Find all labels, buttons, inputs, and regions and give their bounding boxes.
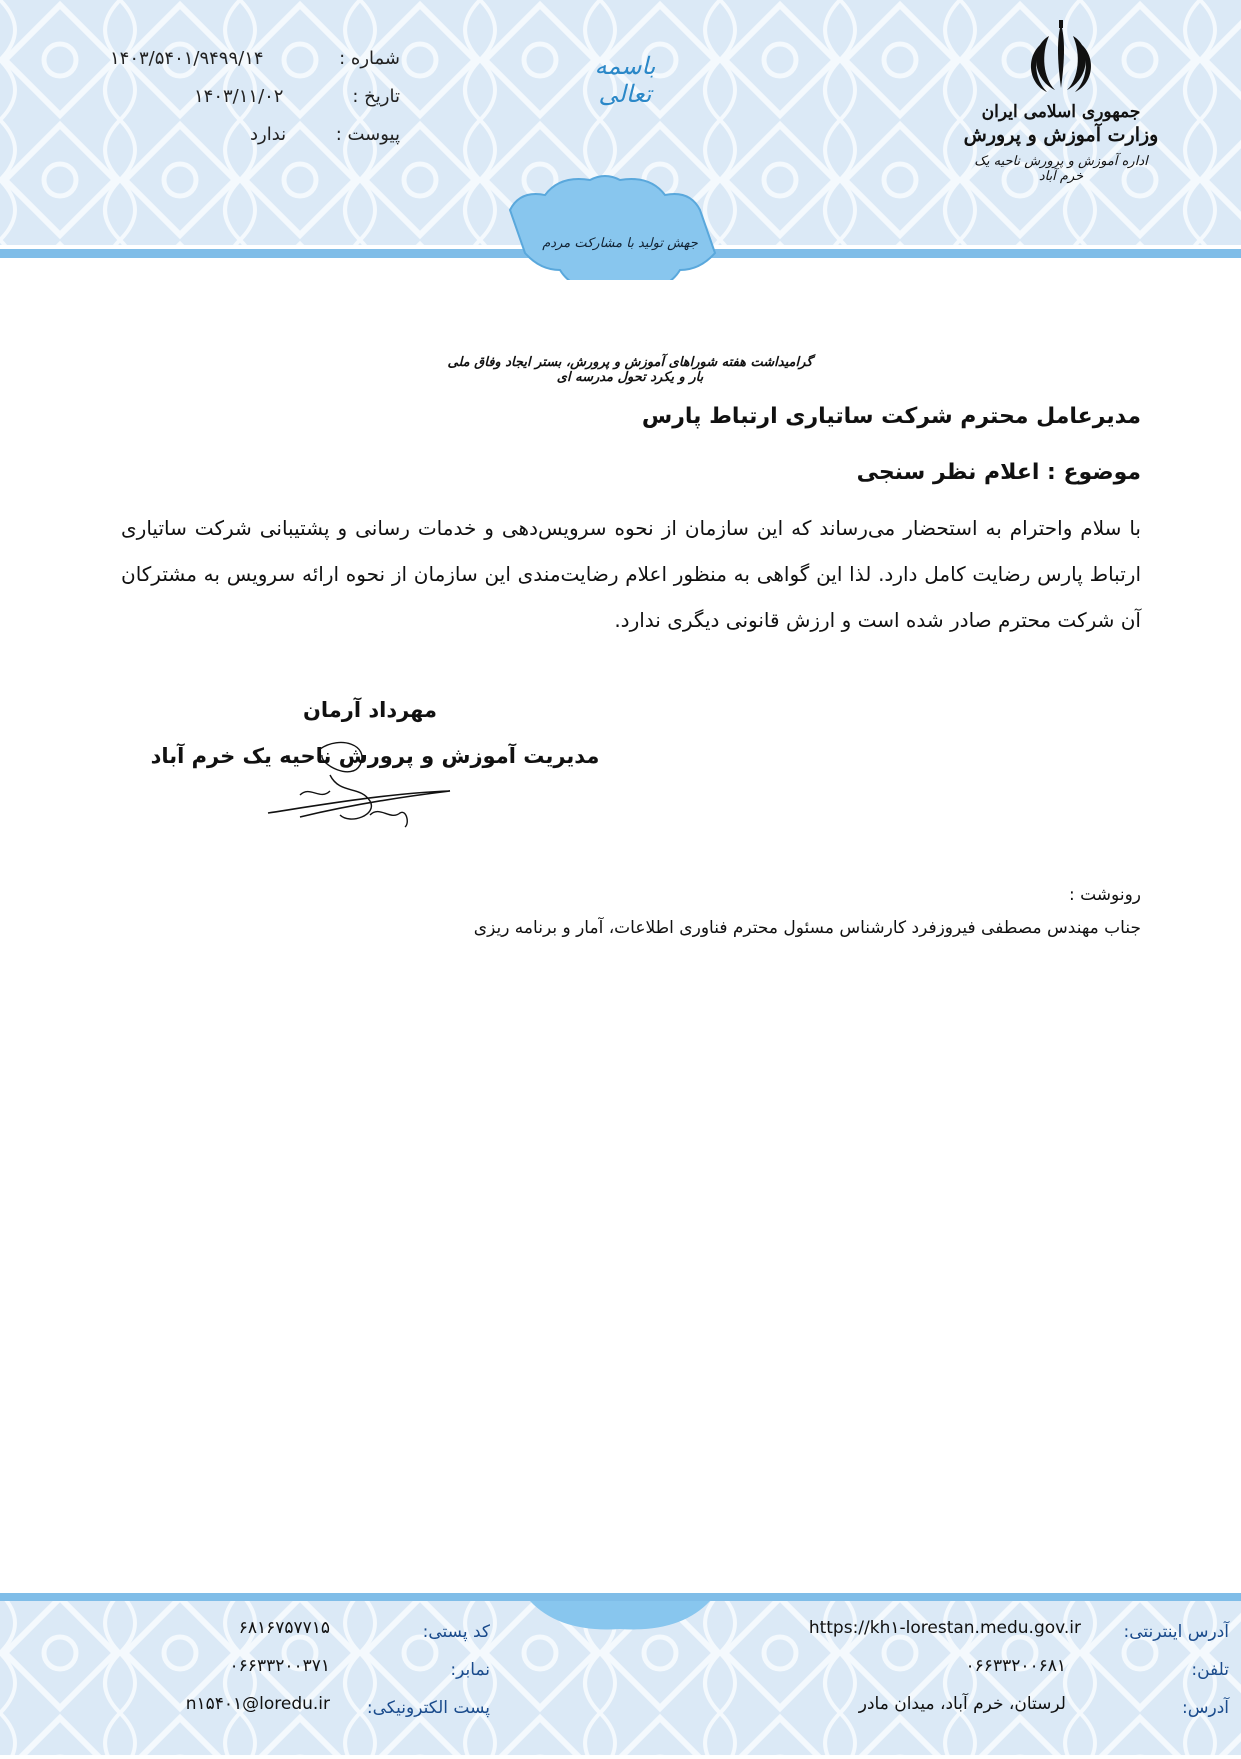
letter-number: ۱۴۰۳/۵۴۰۱/۹۴۹۹/۱۴ [110, 48, 264, 69]
signer-name: مهرداد آرمان [302, 698, 438, 722]
website-label: آدرس اینترنتی: [1123, 1622, 1229, 1642]
cc-label: رونوشت : [1068, 885, 1141, 905]
country-name: جمهوری اسلامی ایران [981, 102, 1141, 122]
iran-emblem-icon [961, 18, 1161, 102]
meta-row-number [110, 48, 400, 86]
office-name: اداره آموزش و پرورش ناحیه یک خرم آباد [974, 154, 1148, 184]
letter-attachment: ندارد [250, 124, 287, 145]
email-value[interactable]: n۱۵۴۰۱@loredu.ir [185, 1694, 330, 1714]
handwritten-signature [260, 735, 470, 839]
phone-value: ۰۶۶۳۳۲۰۰۶۸۱ [965, 1656, 1066, 1676]
letter-number-label: شماره : [339, 48, 400, 69]
postal-value: ۶۸۱۶۷۵۷۷۱۵ [238, 1618, 330, 1638]
basmala: باسمه تعالی [594, 52, 656, 108]
letter-meta [110, 48, 400, 162]
fax-label: نمابر: [450, 1660, 490, 1680]
ministry-block [961, 18, 1161, 184]
postal-label: کد پستی: [422, 1622, 490, 1642]
phone-label: تلفن: [1191, 1660, 1229, 1680]
ministry-name: وزارت آموزش و پرورش [963, 124, 1159, 146]
letter-date: ۱۴۰۳/۱۱/۰۲ [194, 86, 284, 107]
address-value: لرستان، خرم آباد، میدان مادر [858, 1694, 1066, 1714]
subject: موضوع : اعلام نظر سنجی [856, 460, 1141, 485]
meta-row-date [110, 86, 400, 124]
signer-title: مدیریت آموزش و پرورش ناحیه یک خرم آباد [150, 744, 600, 768]
letter-date-label: تاریخ : [352, 86, 400, 107]
fax-value: ۰۶۶۳۳۲۰۰۳۷۱ [229, 1656, 330, 1676]
cc-text: جناب مهندس مصطفی فیروزفرد کارشناس مسئول محترم فناوری اطلاعات، آمار و برنامه ریزی [473, 918, 1141, 938]
commemoration-line: گرامیداشت هفته شورا‌های آموزش و پرورش، بستر ایجاد وفاق ملی بار و یکرد تحول مدرسه ای [447, 355, 813, 385]
slogan: جهش تولید با مشارکت مردم [542, 236, 698, 251]
address-label: آدرس: [1182, 1698, 1229, 1718]
website-value[interactable]: https://kh۱-lorestan.medu.gov.ir [808, 1618, 1081, 1638]
meta-row-attachment [110, 124, 400, 162]
email-label: پست الکترونیکی: [366, 1698, 490, 1718]
recipient: مدیرعامل محترم شرکت ساتیاری ارتباط پارس [641, 404, 1141, 429]
letter-attachment-label: پیوست : [335, 124, 400, 145]
letter-body: با سلام واحترام به استحضار می‌رساند که این سازمان از نحوه سرویس‌دهی و خدمات رسانی و پشتیبانی شرکت ساتیاری ارتباط پارس رضایت کامل دارد. لذا این گواهی به منظور اعلام رضایت‌مندی این سازمان از نحوه ارائه سرویس به مشترکان آن شرکت محترم صادر شده است و ارزش قانونی دیگری ندارد. [121, 516, 1141, 632]
